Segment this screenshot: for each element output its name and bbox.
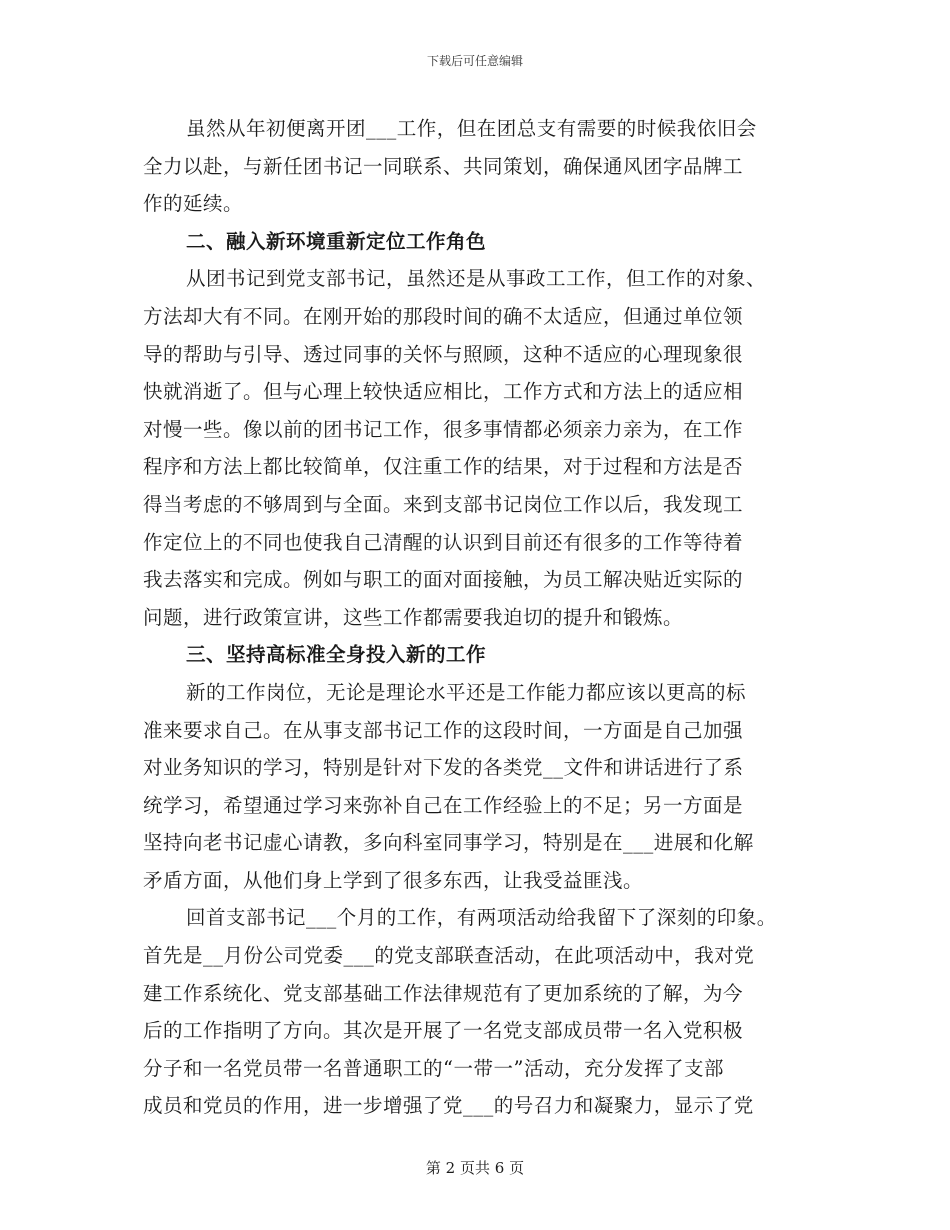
text-line: 回首支部书记___个月的工作，有两项活动给我留下了深刻的印象。 — [186, 906, 777, 930]
text-line: 作定位上的不同也使我自己清醒的认识到目前还有很多的工作等待着 — [143, 530, 744, 554]
document-body — [143, 110, 823, 1125]
text-line: 分子和一名党员带一名普通职工的“一带一”活动，充分发挥了支部 — [143, 1056, 724, 1080]
text-line: 矛盾方面，从他们身上学到了很多东西，让我受益匪浅。 — [143, 868, 644, 892]
text-line: 从团书记到党支部书记，虽然还是从事政工工作，但工作的对象、 — [186, 267, 767, 291]
text-line: 成员和党员的作用，进一步增强了党___的号召力和凝聚力，显示了党 — [143, 1094, 754, 1118]
text-line: 作的延续。 — [143, 192, 244, 216]
text-line: 得当考虑的不够周到与全面。来到支部书记岗位工作以后，我发现工 — [143, 492, 744, 516]
page-footer: 第 2 页共 6 页 — [425, 1159, 525, 1177]
text-line: 首先是__月份公司党委___的党支部联查活动，在此项活动中，我对党 — [143, 944, 755, 968]
text-line: 统学习，希望通过学习来弥补自己在工作经验上的不足；另一方面是 — [143, 793, 744, 817]
text-line: 建工作系统化、党支部基础工作法律规范有了更加系统的了解，为今 — [143, 981, 744, 1005]
text-line: 导的帮助与引导、透过同事的关怀与照顾，这种不适应的心理现象很 — [143, 342, 744, 366]
text-line: 方法却大有不同。在刚开始的那段时间的确不太适应，但通过单位领 — [143, 304, 744, 328]
text-line: 我去落实和完成。例如与职工的面对面接触，为员工解决贴近实际的 — [143, 568, 744, 592]
text-line: 坚持向老书记虚心请教，多向科室同事学习，特别是在___进展和化解 — [143, 831, 754, 855]
text-line: 后的工作指明了方向。其次是开展了一名党支部成员带一名入党积极 — [143, 1019, 744, 1043]
text-line: 新的工作岗位，无论是理论水平还是工作能力都应该以更高的标 — [186, 680, 747, 704]
text-line: 程序和方法上都比较简单，仅注重工作的结果，对于过程和方法是否 — [143, 455, 744, 479]
text-line: 对慢一些。像以前的团书记工作，很多事情都必须亲力亲为，在工作 — [143, 417, 744, 441]
text-line: 问题，进行政策宣讲，这些工作都需要我迫切的提升和锻炼。 — [143, 605, 684, 629]
text-line: 快就消逝了。但与心理上较快适应相比，工作方式和方法上的适应相 — [143, 380, 744, 404]
text-line: 准来要求自己。在从事支部书记工作的这段时间，一方面是自己加强 — [143, 718, 744, 742]
text-line: 对业务知识的学习，特别是针对下发的各类党__文件和讲话进行了系 — [143, 756, 744, 780]
text-line: 虽然从年初便离开团___工作，但在团总支有需要的时候我依旧会 — [186, 117, 757, 140]
page-header: 下载后可任意编辑 — [426, 54, 523, 68]
section-heading: 二、融入新环境重新定位工作角色 — [186, 229, 487, 253]
section-heading: 三、坚持高标准全身投入新的工作 — [186, 643, 487, 667]
text-line: 全力以赴，与新任团书记一同联系、共同策划，确保通风团字品牌工 — [143, 154, 744, 178]
